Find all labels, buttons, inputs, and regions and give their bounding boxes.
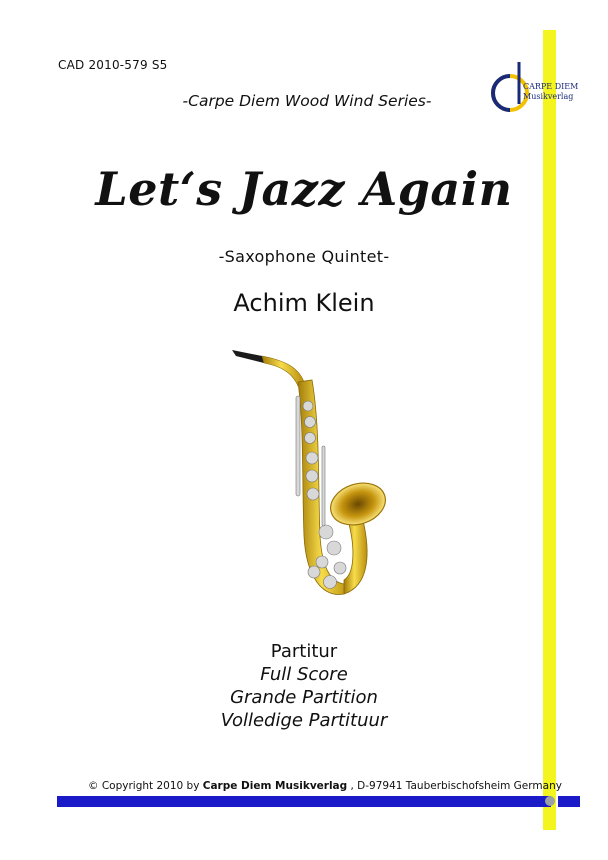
copyright-suffix: , D-97941 Tauberbischofsheim Germany [347, 780, 562, 792]
catalog-number: CAD 2010-579 S5 [58, 58, 168, 72]
series-title: -Carpe Diem Wood Wind Series- [182, 92, 432, 110]
parts-main-label: Partitur [270, 641, 338, 662]
bar-dot [545, 796, 555, 806]
composer-name: Achim Klein [233, 289, 375, 317]
logo-line-1: CARPE DIEM [523, 82, 579, 91]
logo-line-2: Musikverlag [523, 92, 574, 101]
logo-text [523, 82, 578, 102]
parts-line-3: Volledige Partituur [220, 710, 388, 731]
bottom-blue-bar-right [558, 796, 580, 807]
parts-line-1: Full Score [260, 664, 348, 685]
piece-title: Let‘s Jazz Again [95, 162, 513, 216]
bottom-blue-bar [57, 796, 551, 807]
saxophone-icon [222, 336, 392, 616]
piece-subtitle: -Saxophone Quintet- [218, 247, 390, 266]
copyright-notice [88, 780, 562, 792]
copyright-publisher: Carpe Diem Musikverlag [202, 780, 348, 792]
copyright-prefix: © Copyright 2010 by [88, 780, 203, 792]
parts-block [0, 640, 608, 732]
parts-line-2: Grande Partition [230, 687, 378, 708]
